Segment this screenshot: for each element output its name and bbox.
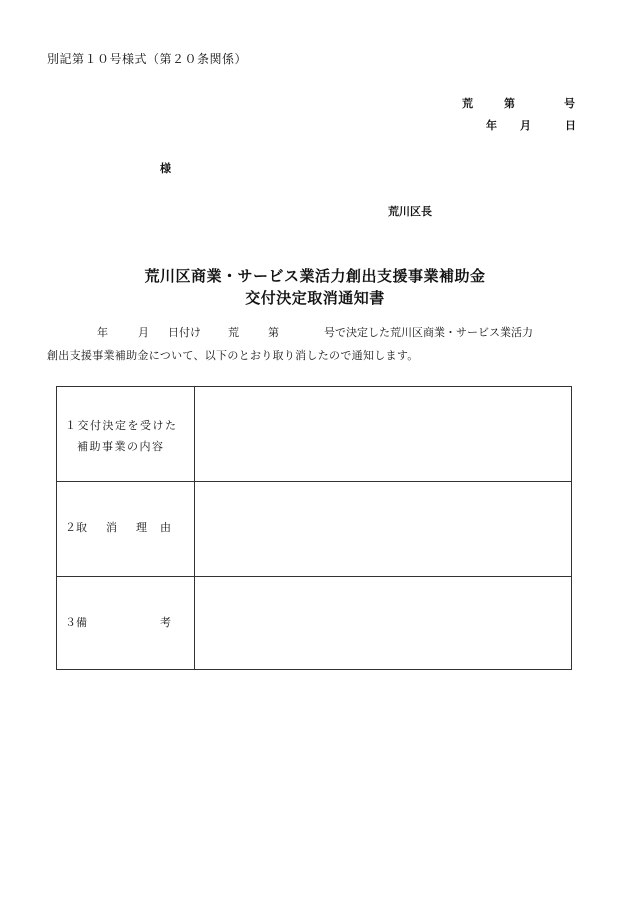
row3-label [65, 614, 171, 630]
sender-name: 荒川区長 [388, 205, 432, 218]
row3-label-c2: 考 [160, 616, 171, 629]
reference-go: 号 [564, 97, 575, 110]
body-month: 月 [138, 326, 149, 339]
column-divider [194, 482, 195, 576]
row2-label-c1: 取 [76, 521, 87, 534]
reference-dai: 第 [504, 97, 515, 110]
row1-label-line1: １交付決定を受けた [65, 419, 178, 432]
row2-label [65, 519, 171, 535]
recipient-suffix: 様 [160, 162, 171, 175]
table-row-remarks [57, 577, 571, 670]
body-dai: 第 [268, 326, 279, 339]
body-year: 年 [97, 326, 108, 339]
row1-label-line2: 補助事業の内容 [77, 440, 165, 453]
body-rest: 号で決定した荒川区商業・サービス業活力 [324, 326, 533, 339]
row2-label-num: ２ [65, 521, 76, 534]
form-number: 別記第１０号様式（第２０条関係） [47, 52, 248, 66]
details-table [56, 386, 572, 670]
issue-date [486, 117, 576, 133]
date-year: 年 [486, 119, 497, 132]
reference-number [462, 95, 575, 111]
body-dated: 日付け [168, 326, 201, 339]
document-title-line1: 荒川区商業・サービス業活力創出支援事業補助金 [144, 267, 486, 285]
row3-label-c1: 備 [76, 616, 87, 629]
date-month: 月 [520, 119, 531, 132]
row2-label-c3: 理 [136, 521, 147, 534]
column-divider [194, 387, 195, 481]
row3-label-num: ３ [65, 616, 76, 629]
date-day: 日 [565, 119, 576, 132]
body-line2: 創出支援事業補助金について、以下のとおり取り消したので通知します。 [47, 349, 419, 362]
row2-label-c4: 由 [160, 521, 171, 534]
body-line1 [97, 324, 533, 340]
table-row-content [57, 387, 571, 482]
reference-prefix: 荒 [462, 97, 473, 110]
body-prefix: 荒 [228, 326, 239, 339]
column-divider [194, 577, 195, 670]
document-title-line2: 交付決定取消通知書 [245, 289, 385, 307]
table-row-reason [57, 482, 571, 577]
row2-label-c2: 消 [106, 521, 117, 534]
